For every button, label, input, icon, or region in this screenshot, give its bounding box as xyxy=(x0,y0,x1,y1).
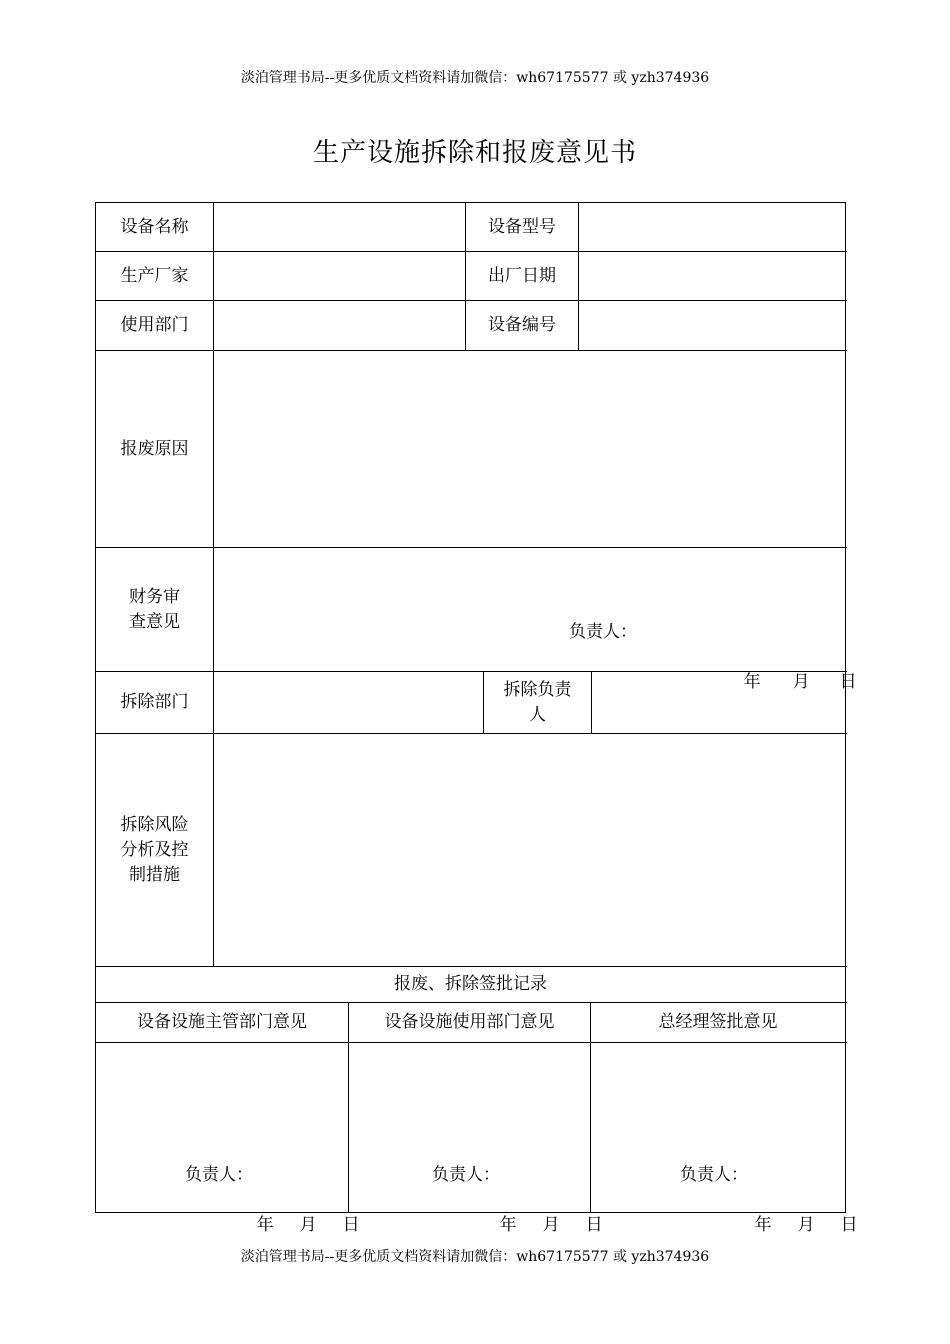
supervisor-year: 年 xyxy=(256,1215,274,1235)
finance-month: 月 xyxy=(792,672,810,692)
field-scrap-reason[interactable] xyxy=(214,351,845,547)
label-risk-line1: 拆除风险 xyxy=(120,814,189,835)
label-using-department: 使用部门 xyxy=(120,315,189,335)
supervisor-month: 月 xyxy=(299,1215,317,1235)
label-scrap-reason: 报废原因 xyxy=(120,438,189,459)
finance-year: 年 xyxy=(743,672,761,692)
field-demolition-department[interactable] xyxy=(214,672,483,733)
field-demolition-lead[interactable] xyxy=(592,672,845,733)
user-dept-responsible-label: 负责人： xyxy=(432,1165,500,1185)
user-dept-day: 日 xyxy=(585,1215,603,1235)
label-risk-analysis xyxy=(96,734,213,966)
col-header-supervisor: 设备设施主管部门意见 xyxy=(137,1012,307,1032)
finance-day: 日 xyxy=(839,672,857,692)
col-header-user-department: 设备设施使用部门意见 xyxy=(384,1012,555,1032)
user-dept-year: 年 xyxy=(499,1215,517,1235)
user-dept-month: 月 xyxy=(542,1215,560,1235)
gm-year: 年 xyxy=(754,1215,772,1235)
label-risk-line3: 制措施 xyxy=(129,864,180,885)
field-risk-analysis[interactable] xyxy=(214,734,845,966)
label-finance-review-line1: 财务审 xyxy=(129,586,180,607)
field-equipment-model[interactable] xyxy=(579,203,845,251)
label-equipment-model: 设备型号 xyxy=(488,216,556,237)
header-note: 淡泊管理书局--更多优质文档资料请加微信：wh67175577 或 yzh374936 xyxy=(240,70,710,86)
finance-responsible-label: 负责人： xyxy=(569,622,637,642)
supervisor-responsible-label: 负责人： xyxy=(185,1165,253,1185)
label-finance-review xyxy=(96,548,213,671)
label-demolition-department: 拆除部门 xyxy=(120,692,189,712)
label-equipment-name: 设备名称 xyxy=(120,216,189,237)
label-demolition-lead-line2: 人 xyxy=(529,704,546,725)
label-manufacturer: 生产厂家 xyxy=(120,265,189,286)
gm-responsible-label: 负责人： xyxy=(680,1165,748,1185)
col-header-general-manager: 总经理签批意见 xyxy=(658,1012,778,1032)
label-demolition-lead-line1: 拆除负责 xyxy=(503,679,572,700)
label-manufacture-date: 出厂日期 xyxy=(488,265,556,286)
field-manufacturer[interactable] xyxy=(214,252,465,300)
page-title: 生产设施拆除和报废意见书 xyxy=(312,138,637,168)
field-using-department[interactable] xyxy=(214,301,465,350)
label-equipment-number: 设备编号 xyxy=(488,315,556,335)
field-manufacture-date[interactable] xyxy=(579,252,845,300)
approval-form xyxy=(95,202,858,1235)
footer-note: 淡泊管理书局--更多优质文档资料请加微信：wh67175577 或 yzh374936 xyxy=(240,1249,710,1265)
gm-day: 日 xyxy=(840,1215,858,1235)
label-finance-review-line2: 查意见 xyxy=(129,611,180,632)
label-demolition-lead xyxy=(484,672,591,733)
label-risk-line2: 分析及控 xyxy=(120,839,189,860)
approval-record-heading: 报废、拆除签批记录 xyxy=(394,974,547,994)
gm-month: 月 xyxy=(797,1215,815,1235)
supervisor-day: 日 xyxy=(342,1215,360,1235)
field-equipment-number[interactable] xyxy=(579,301,845,350)
field-equipment-name[interactable] xyxy=(214,203,465,251)
